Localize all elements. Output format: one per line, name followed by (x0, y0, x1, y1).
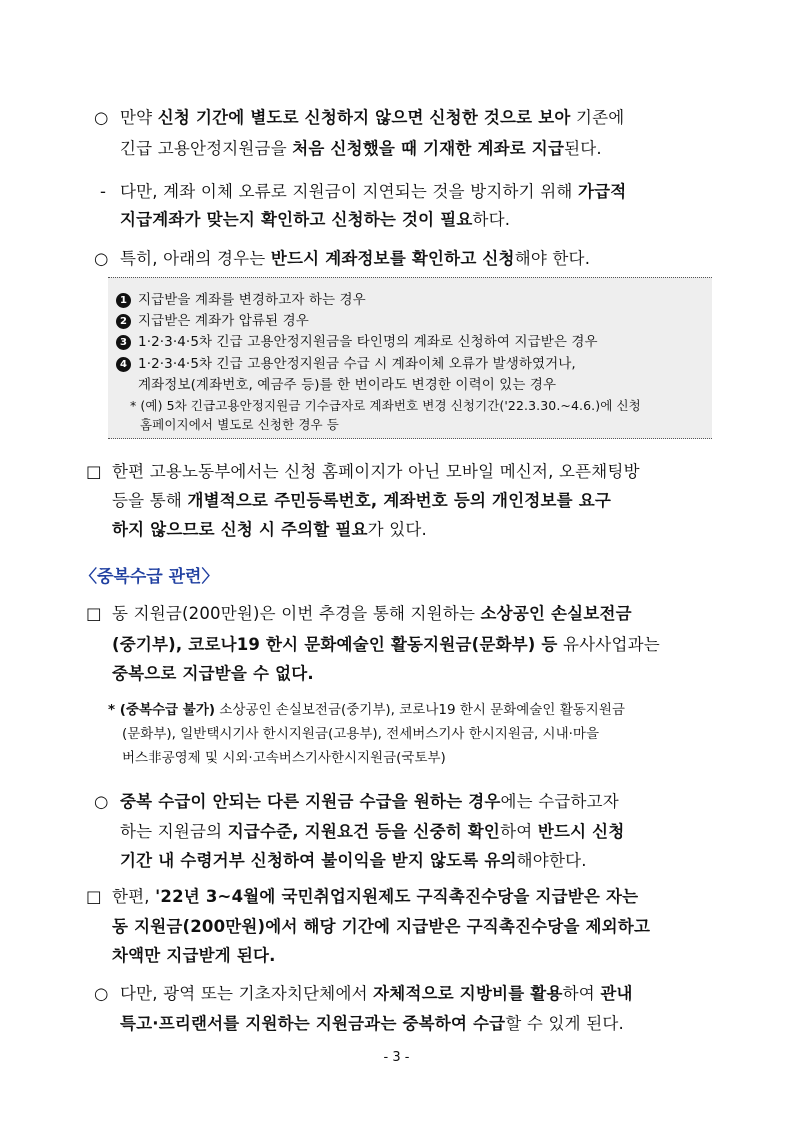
box-note: * (예) 5차 긴급고용안정지원금 기수급자로 계좌번호 변경 신청기간('22.3.30.~4.6.)에 신청 (130, 398, 641, 413)
paragraph-line (120, 847, 587, 871)
square-bullet-icon: □ (86, 604, 102, 623)
paragraph-line (94, 980, 633, 1004)
text: 특히, 아래의 경우는 (120, 249, 271, 268)
text: 동 지원금(200만원)은 이번 추경을 통해 지원하는 (112, 604, 481, 623)
text: 긴급 고용안정지원금을 (120, 139, 293, 158)
circle-bullet-icon: ○ (94, 792, 109, 811)
square-bullet-icon: □ (86, 462, 102, 481)
bold-text: 지급계좌가 맞는지 확인하고 신청하는 것이 필요 (120, 210, 473, 229)
text: 다만, 계좌 이체 오류로 지원금이 지연되는 것을 방지하기 위해 (120, 182, 578, 201)
bold-text: (중기부), 코로나19 한시 문화예술인 활동지원금(문화부) 등 (112, 635, 558, 654)
bold-text: 지급수준, 지원요건 등을 신중히 확인 (227, 822, 501, 841)
bold-text: 반드시 신청 (537, 822, 625, 841)
box-item-text: 지급받은 계좌가 압류된 경우 (138, 313, 309, 329)
paragraph-line (112, 631, 660, 655)
bold-text: 신청 기간에 별도로 신청하지 않으면 신청한 것으로 보아 (157, 108, 571, 127)
bold-text: 처음 신청했을 때 기재한 계좌로 지급 (292, 139, 565, 158)
bold-text: 동 지원금(200만원)에서 해당 기간에 지급받은 구직촉진수당을 제외하고 (112, 917, 651, 936)
bold-text: 차액만 지급받게 된다. (112, 946, 276, 965)
text: 한편 고용노동부에서는 신청 홈페이지가 아닌 모바일 메신저, 오픈채팅방 (112, 462, 640, 481)
number-4-icon: 4 (116, 357, 131, 372)
bold-text: 중복 수급이 안되는 다른 지원금 수급을 원하는 경우 (120, 792, 501, 811)
paragraph-line (94, 104, 624, 128)
bold-text: 개별적으로 주민등록번호, 계좌번호 등의 개인정보를 요구 (187, 491, 611, 510)
box-item-text: 1·2·3·4·5차 긴급 고용안정지원금 수급 시 계좌이체 오류가 발생하였거나, (138, 356, 576, 372)
paragraph-line (86, 600, 632, 624)
note-line: (문화부), 일반택시기사 한시지원금(고용부), 전세버스기사 한시지원금, 시내·마을 (122, 726, 599, 742)
number-1-icon: 1 (116, 293, 131, 308)
box-item (116, 309, 309, 329)
paragraph-line (120, 818, 624, 842)
box-item-continuation: 계좌정보(계좌번호, 예금주 등)를 한 번이라도 변경한 이력이 있는 경우 (138, 377, 557, 393)
paragraph-line (112, 913, 650, 937)
text: 에는 수급하고자 (500, 792, 619, 811)
section-heading: 〈중복수급 관련〉 (80, 567, 219, 587)
text: 해야 한다. (514, 249, 591, 268)
bold-text: 관내 (600, 984, 633, 1003)
text: 하여 (562, 984, 601, 1003)
bold-text: 소상공인 손실보전금 (480, 604, 632, 623)
paragraph-line (112, 942, 276, 966)
number-3-icon: 3 (116, 335, 131, 350)
box-item-text: 지급받을 계좌를 변경하고자 하는 경우 (138, 292, 366, 308)
circle-bullet-icon: ○ (94, 984, 109, 1003)
box-item (116, 352, 576, 372)
paragraph-line (120, 206, 510, 230)
box-item (116, 288, 366, 308)
note-line: 버스非공영제 및 시외·고속버스기사한시지원금(국토부) (122, 750, 446, 766)
paragraph-line (86, 458, 640, 482)
number-2-icon: 2 (116, 314, 131, 329)
text: 유사사업과는 (557, 635, 660, 654)
paragraph-line (94, 788, 619, 812)
square-bullet-icon: □ (86, 887, 102, 906)
circle-bullet-icon: ○ (94, 249, 109, 268)
box-item-text: 1·2·3·4·5차 긴급 고용안정지원금을 타인명의 계좌로 신청하여 지급받은 경우 (138, 334, 598, 350)
account-check-box (108, 277, 712, 439)
bold-text: '22년 3~4월에 국민취업지원제도 구직촉진수당을 지급받은 자는 (155, 887, 639, 906)
text: 다만, 광역 또는 기초자치단체에서 (120, 984, 374, 1003)
box-note: 홈페이지에서 별도로 신청한 경우 등 (140, 417, 339, 432)
text: 하다. (472, 210, 511, 229)
paragraph-line (100, 178, 626, 202)
bold-text: 기간 내 수령거부 신청하여 불이익을 받지 않도록 유의 (120, 851, 517, 870)
page-number: - 3 - (383, 1050, 410, 1065)
text: 기존에 (570, 108, 625, 127)
paragraph-line (94, 245, 590, 269)
circle-bullet-icon: ○ (94, 108, 109, 127)
bold-text: * (중복수급 불가) (108, 702, 216, 718)
text: 하는 지원금의 (120, 822, 228, 841)
bold-text: 반드시 계좌정보를 확인하고 신청 (270, 249, 515, 268)
text: 해야한다. (516, 851, 587, 870)
text: 한편, (112, 887, 156, 906)
paragraph-line (86, 883, 638, 907)
paragraph-line (120, 1010, 624, 1034)
text: 가 있다. (367, 520, 427, 539)
paragraph-line (112, 516, 427, 540)
text: 등을 통해 (112, 491, 188, 510)
bold-text: 중복으로 지급받을 수 없다. (112, 664, 314, 683)
box-item (116, 330, 598, 350)
bold-text: 자체적으로 지방비를 활용 (373, 984, 563, 1003)
text: 소상공인 손실보전금(중기부), 코로나19 한시 문화예술인 활동지원금 (215, 702, 625, 718)
paragraph-line (120, 135, 602, 159)
paragraph-line (112, 487, 611, 511)
note-line (108, 698, 625, 718)
dash-bullet-icon: - (100, 182, 107, 201)
text: 할 수 있게 된다. (505, 1014, 624, 1033)
text: 된다. (564, 139, 602, 158)
text: 하여 (500, 822, 538, 841)
text: 만약 (120, 108, 158, 127)
bold-text: 하지 않으므로 신청 시 주의할 필요 (112, 520, 368, 539)
bold-text: 특고·프리랜서를 지원하는 지원금과는 중복하여 수급 (120, 1014, 506, 1033)
bold-text: 가급적 (577, 182, 627, 201)
paragraph-line (112, 660, 314, 684)
